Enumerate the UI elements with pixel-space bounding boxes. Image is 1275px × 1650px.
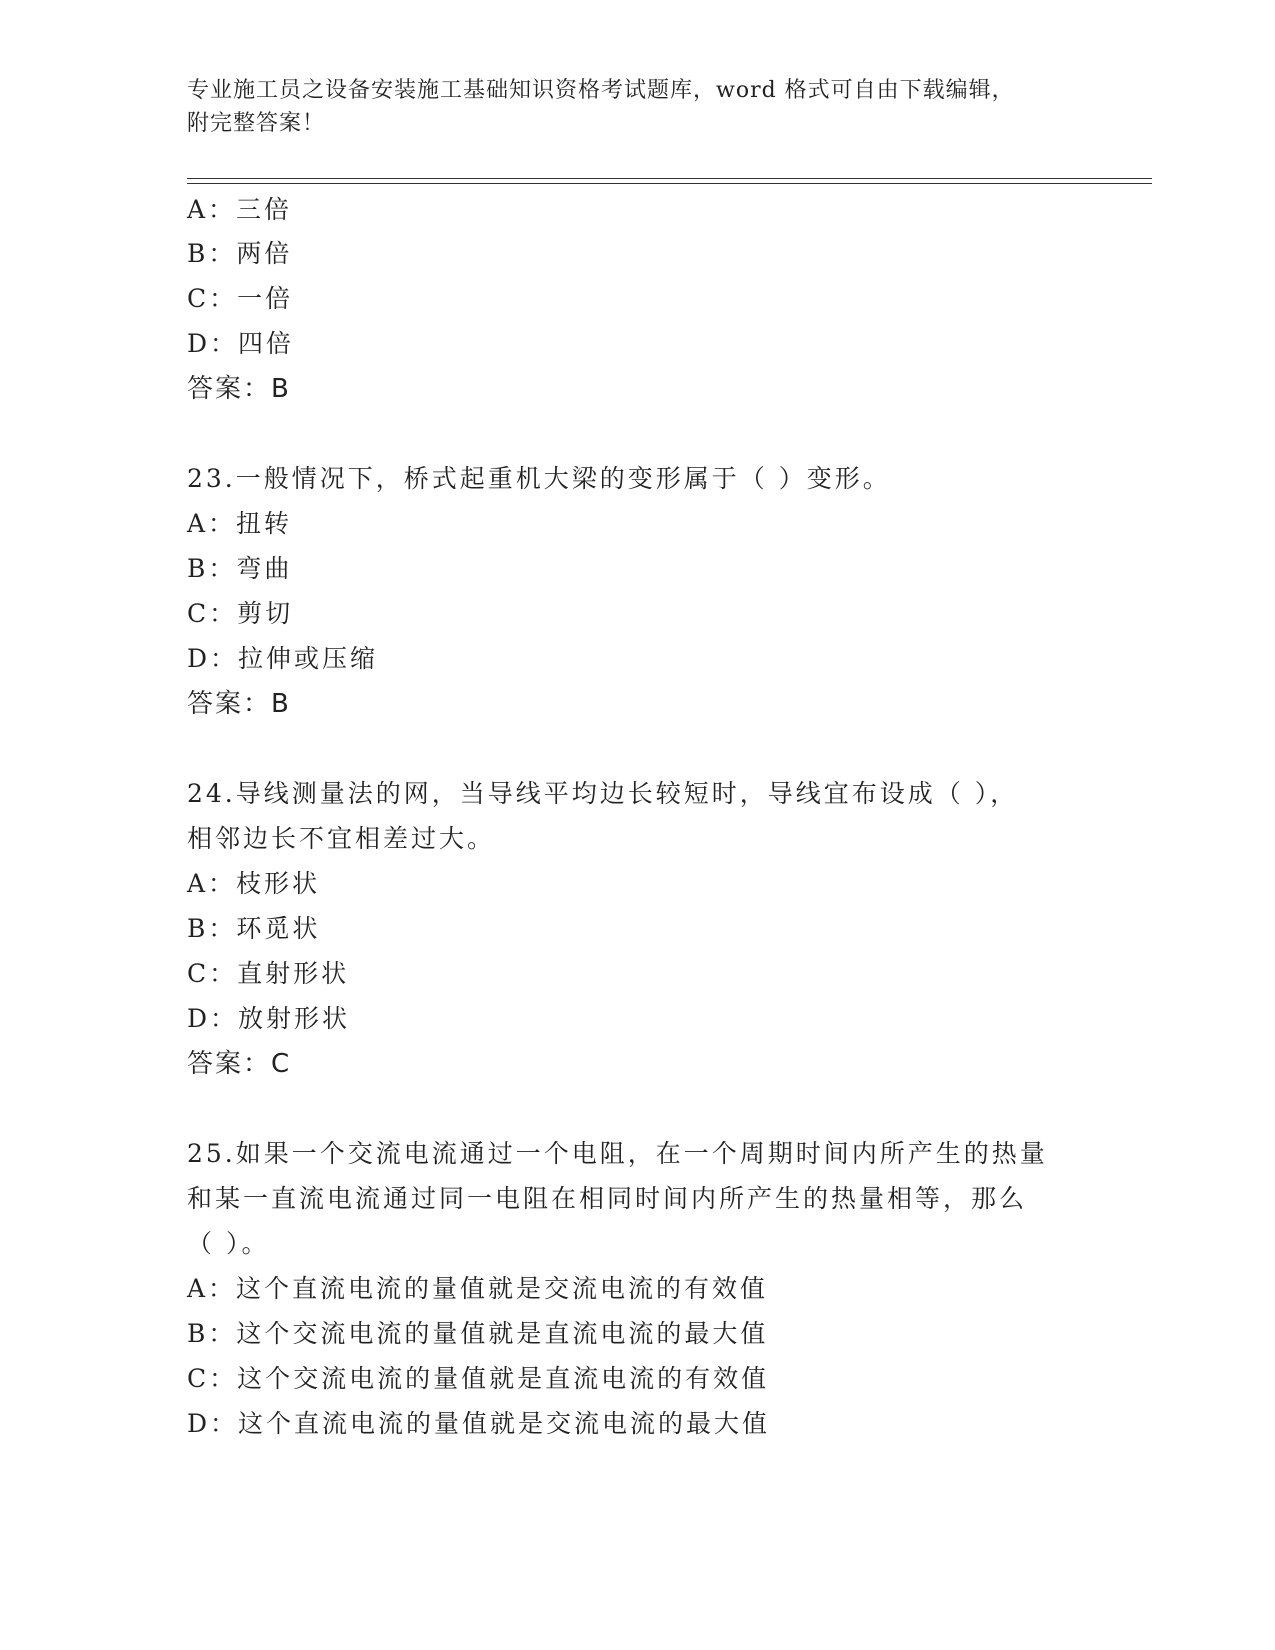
q24-option-d: D：放射形状 [187,1004,351,1033]
q23-option-c: C：剪切 [187,599,294,628]
q23-option-b: B：弯曲 [187,554,293,583]
q25-question-line-2: 和某一直流电流通过同一电阻在相同时间内所产生的热量相等，那么 [187,1184,1028,1213]
q23-answer: 答案：B [187,689,291,719]
q25-option-c: C：这个交流电流的量值就是直流电流的有效值 [187,1364,770,1393]
q25-option-a: A：这个直流电流的量值就是交流电流的有效值 [187,1274,769,1303]
q22-option-d: D：四倍 [187,329,295,358]
q25-question-line-3: （ ）。 [187,1229,270,1258]
q24-question-line-2: 相邻边长不宜相差过大。 [187,824,496,853]
q25-option-b: B：这个交流电流的量值就是直流电流的最大值 [187,1319,769,1348]
q23-option-a: A：扭转 [187,509,293,538]
q23-question: 23.一般情况下，桥式起重机大梁的变形属于（ ）变形。 [187,464,891,493]
header-line-1: 专业施工员之设备安装施工基础知识资格考试题库，word 格式可自由下载编辑， [187,78,1015,103]
q23-option-d: D：拉伸或压缩 [187,644,379,673]
q22-option-a: A：三倍 [187,195,293,224]
q24-question-line-1: 24.导线测量法的网，当导线平均边长较短时，导线宜布设成（ ）， [187,779,1019,808]
header-rule-top [187,178,1152,179]
q24-option-a: A：枝形状 [187,869,321,898]
q25-question-line-1: 25.如果一个交流电流通过一个电阻，在一个周期时间内所产生的热量 [187,1139,1048,1168]
q24-option-c: C：直射形状 [187,959,350,988]
q22-option-c: C：一倍 [187,284,294,313]
header-line-2: 附完整答案！ [187,111,326,136]
q22-option-b: B：两倍 [187,239,293,268]
q22-answer: 答案：B [187,374,291,404]
document-header [187,74,1087,140]
q24-option-b: B：环觅状 [187,914,321,943]
header-rule-bottom [187,183,1152,184]
q25-option-d: D：这个直流电流的量值就是交流电流的最大值 [187,1409,771,1438]
q24-answer: 答案：C [187,1049,292,1079]
